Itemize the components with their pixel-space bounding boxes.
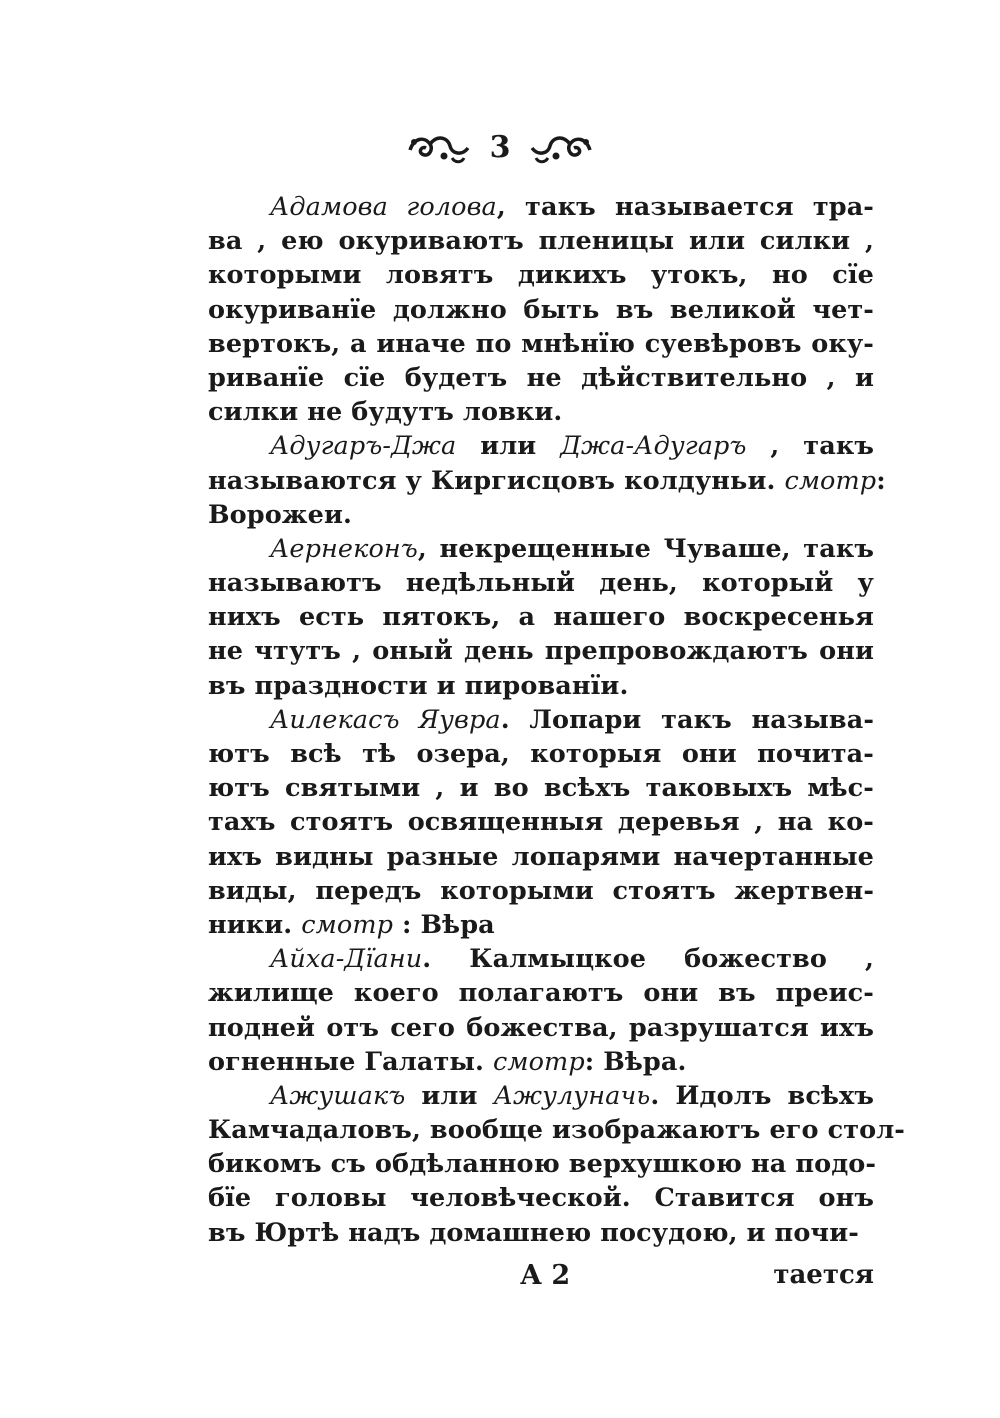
text-run: подней отъ сего божества, разрушатся ихъ xyxy=(208,1012,874,1043)
italic-term: Ажушакъ xyxy=(270,1080,406,1111)
entry-line xyxy=(208,1216,874,1250)
page-number: 3 xyxy=(489,130,511,165)
text-run: , такъ xyxy=(746,431,874,462)
text-run: въ праздности и пированїи. xyxy=(208,670,629,701)
text-run: . Идолъ всѣхъ xyxy=(650,1080,874,1111)
entry-line xyxy=(208,566,874,600)
text-run: вертокъ, а иначе по мнѣнїю суевѣровъ оку- xyxy=(208,328,874,359)
text-run: , некрещенные Чуваше, такъ xyxy=(417,533,874,564)
entry-line xyxy=(208,771,874,805)
italic-term: Адамова голова xyxy=(270,192,497,222)
entry-line xyxy=(208,908,874,942)
entry-line xyxy=(208,874,874,908)
dictionary-entry xyxy=(208,532,874,703)
page-footer xyxy=(0,1260,1000,1300)
text-run: называются у Киргисцовъ колдуньи. xyxy=(208,465,785,496)
text-run: : Вѣра. xyxy=(584,1046,687,1077)
entry-line xyxy=(208,395,874,429)
entry-line xyxy=(208,498,874,532)
text-run: бїе головы человѣческой. Ставится онъ xyxy=(208,1183,874,1214)
entry-line xyxy=(208,293,874,327)
entry-line xyxy=(208,1113,905,1147)
dictionary-entry xyxy=(208,190,874,429)
italic-term: Аилекасъ Яувра xyxy=(270,704,501,735)
page-header xyxy=(0,118,1000,178)
signature-mark: А 2 xyxy=(520,1260,571,1291)
text-run: не чтутъ , оный день препровождаютъ они xyxy=(208,636,874,667)
text-run: тахъ стоятъ освященныя деревья , на ко- xyxy=(208,807,874,838)
text-run: Камчадаловъ, вообще изображаютъ его стол- xyxy=(208,1115,905,1146)
entry-first-line xyxy=(208,703,874,737)
entry-first-line xyxy=(208,1079,874,1113)
entry-line xyxy=(208,464,886,498)
dictionary-entry xyxy=(208,942,874,1079)
text-run: ихъ видны разные лопарями начертанные xyxy=(208,841,874,872)
italic-term: смотр xyxy=(784,465,877,496)
text-run: силки не будутъ ловки. xyxy=(208,397,563,428)
entry-line xyxy=(208,1011,874,1045)
italic-term: смотр xyxy=(301,909,394,940)
fleuron-left-icon xyxy=(404,128,474,168)
entry-line xyxy=(208,805,874,839)
dictionary-text xyxy=(208,190,905,1250)
text-run: жилище коего полагаютъ они въ преис- xyxy=(208,978,874,1009)
text-run: или xyxy=(405,1080,494,1111)
text-run: Ворожеи. xyxy=(208,499,352,530)
text-run: : xyxy=(876,465,886,496)
italic-term: Ажулуначь xyxy=(493,1080,651,1111)
italic-term: Айха-Дїани xyxy=(270,944,423,975)
text-run: ютъ всѣ тѣ озера, которыя они почита- xyxy=(208,739,874,769)
entry-line xyxy=(208,737,874,771)
entry-line xyxy=(208,1181,874,1215)
italic-term: Аернеконъ xyxy=(270,533,418,564)
text-run: ва , ею окуриваютъ пленицы или силки , xyxy=(208,226,874,257)
catchword: тается xyxy=(773,1260,874,1290)
fleuron-right-icon xyxy=(526,128,596,168)
entry-line xyxy=(208,976,874,1010)
entry-line xyxy=(208,669,874,703)
text-run: окуриванїе должно быть въ великой чет- xyxy=(208,294,874,325)
entry-line xyxy=(208,634,874,668)
entry-line xyxy=(208,224,874,258)
dictionary-entry xyxy=(208,429,886,532)
entry-line xyxy=(208,327,874,361)
dictionary-entry xyxy=(208,703,874,942)
entry-first-line xyxy=(208,532,874,566)
entry-line xyxy=(208,1045,874,1079)
text-run: которыми ловятъ дикихъ утокъ, но сїе xyxy=(208,260,874,291)
text-run: виды, передъ которыми стоятъ жертвен- xyxy=(208,875,874,906)
entry-first-line xyxy=(208,429,874,463)
entry-line xyxy=(208,600,874,634)
text-run: , такъ называется тра- xyxy=(496,192,874,222)
text-run: : Вѣра xyxy=(393,909,495,940)
italic-term: смотр xyxy=(492,1046,585,1077)
text-run: ники. xyxy=(208,909,302,940)
italic-term: Адугаръ-Джа xyxy=(270,431,457,462)
entry-line xyxy=(208,840,874,874)
entry-line xyxy=(208,1147,877,1181)
text-run: или xyxy=(456,431,561,462)
text-run: бикомъ съ обдѣланною верхушкою на подо- xyxy=(208,1149,877,1180)
dictionary-entry xyxy=(208,1079,905,1250)
text-run: . Калмыцкое божество , xyxy=(422,944,874,975)
entry-line xyxy=(208,258,874,292)
entry-first-line xyxy=(208,942,874,976)
entry-line xyxy=(208,361,874,395)
text-run: нихъ есть пятокъ, а нашего воскресенья xyxy=(208,602,874,633)
text-run: риванїе сїе будетъ не дѣйствительно , и xyxy=(208,362,874,393)
text-run: въ Юртѣ надъ домашнею посудою, и почи- xyxy=(208,1217,859,1248)
entry-first-line xyxy=(208,190,874,224)
text-run: ютъ святыми , и во всѣхъ таковыхъ мѣс- xyxy=(208,773,874,804)
text-run: называютъ недѣльный день, который у xyxy=(208,568,874,599)
italic-term: Джа-Адугаръ xyxy=(560,431,747,462)
text-run: огненные Галаты. xyxy=(208,1046,493,1077)
text-run: . Лопари такъ называ- xyxy=(500,704,875,735)
